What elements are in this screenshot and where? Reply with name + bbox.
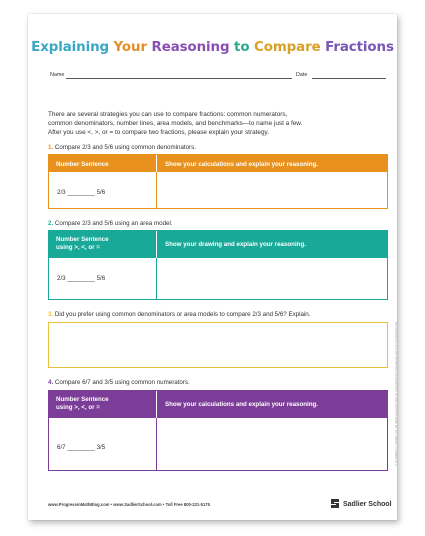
sadlier-logo-icon	[330, 498, 340, 511]
title-segment: Explaining	[31, 40, 114, 55]
table-header	[49, 155, 387, 172]
question-2-answer-table	[48, 230, 388, 300]
intro-line: common denominators, number lines, area models, and benchmarks—to name just a few.	[48, 120, 303, 127]
table-header	[49, 231, 387, 258]
col-header-number-sentence: Number Sentence using >, <, or =	[49, 231, 157, 258]
question-4-prompt	[48, 379, 384, 386]
brand-name: Sadlier School	[343, 501, 392, 508]
number-sentence[interactable]: 2/3 ________ 5/6	[57, 275, 106, 282]
intro-line: After you use <, >, or = to compare two fractions, please explain your strategy.	[48, 129, 270, 136]
question-number: 1.	[48, 144, 54, 151]
date-label: Date	[296, 72, 308, 78]
name-label: Name	[50, 72, 65, 78]
intro-paragraph	[48, 110, 378, 137]
col-header-explanation: Show your drawing and explain your reasoning.	[165, 241, 306, 248]
question-4-answer-table	[48, 390, 388, 471]
table-header	[49, 391, 387, 418]
question-1-prompt	[48, 144, 384, 151]
question-text: Compare 2/3 and 5/6 using common denominators.	[54, 144, 196, 151]
title-segment: Reasoning	[151, 40, 235, 55]
col-header-number-sentence: Number Sentence using >, <, or =	[49, 391, 157, 418]
title-segment: Your	[113, 40, 152, 55]
question-1-answer-table	[48, 154, 388, 209]
question-text: Compare 2/3 and 5/6 using an area model.	[54, 220, 173, 227]
name-date-line	[50, 72, 386, 84]
question-2-prompt	[48, 220, 384, 227]
name-field[interactable]	[66, 78, 292, 79]
worksheet-title	[28, 40, 397, 55]
worksheet-page	[28, 14, 397, 520]
title-segment: to	[234, 40, 254, 55]
question-number: 3.	[48, 311, 54, 318]
date-field[interactable]	[312, 78, 386, 79]
question-text: Did you prefer using common denominators or area models to compare 2/3 and 5/6? Explain.	[54, 311, 311, 318]
question-number: 4.	[48, 379, 54, 386]
col-header-explanation: Show your calculations and explain your reasoning.	[165, 401, 319, 408]
column-divider	[156, 172, 157, 208]
title-segment: Fractions	[325, 40, 394, 55]
number-sentence[interactable]: 2/3 ________ 5/6	[57, 189, 106, 196]
question-number: 2.	[48, 220, 54, 227]
number-sentence[interactable]: 6/7 ________ 3/5	[57, 444, 106, 451]
column-divider	[156, 258, 157, 299]
footer-contact: www.ProgressinMathBlog.com • www.SadlierSchool.com • Toll Free 800-221-5175	[48, 502, 210, 507]
question-text: Compare 6/7 and 3/5 using common numerators.	[54, 379, 190, 386]
question-3-answer-box[interactable]	[48, 322, 388, 368]
col-header-number-sentence: Number Sentence	[49, 155, 157, 172]
sadlier-logo	[330, 498, 392, 510]
column-divider	[156, 418, 157, 470]
col-header-explanation: Show your calculations and explain your reasoning.	[165, 161, 319, 168]
title-segment: Compare	[254, 40, 326, 55]
question-3-prompt	[48, 311, 384, 318]
intro-line: There are several strategies you can use to compare fractions: common numerators,	[48, 111, 288, 118]
copyright-side-text: © by William H. Sadlier, Inc. All rights reserved. May be reproduced for educational use (not commercial use).	[394, 320, 398, 466]
